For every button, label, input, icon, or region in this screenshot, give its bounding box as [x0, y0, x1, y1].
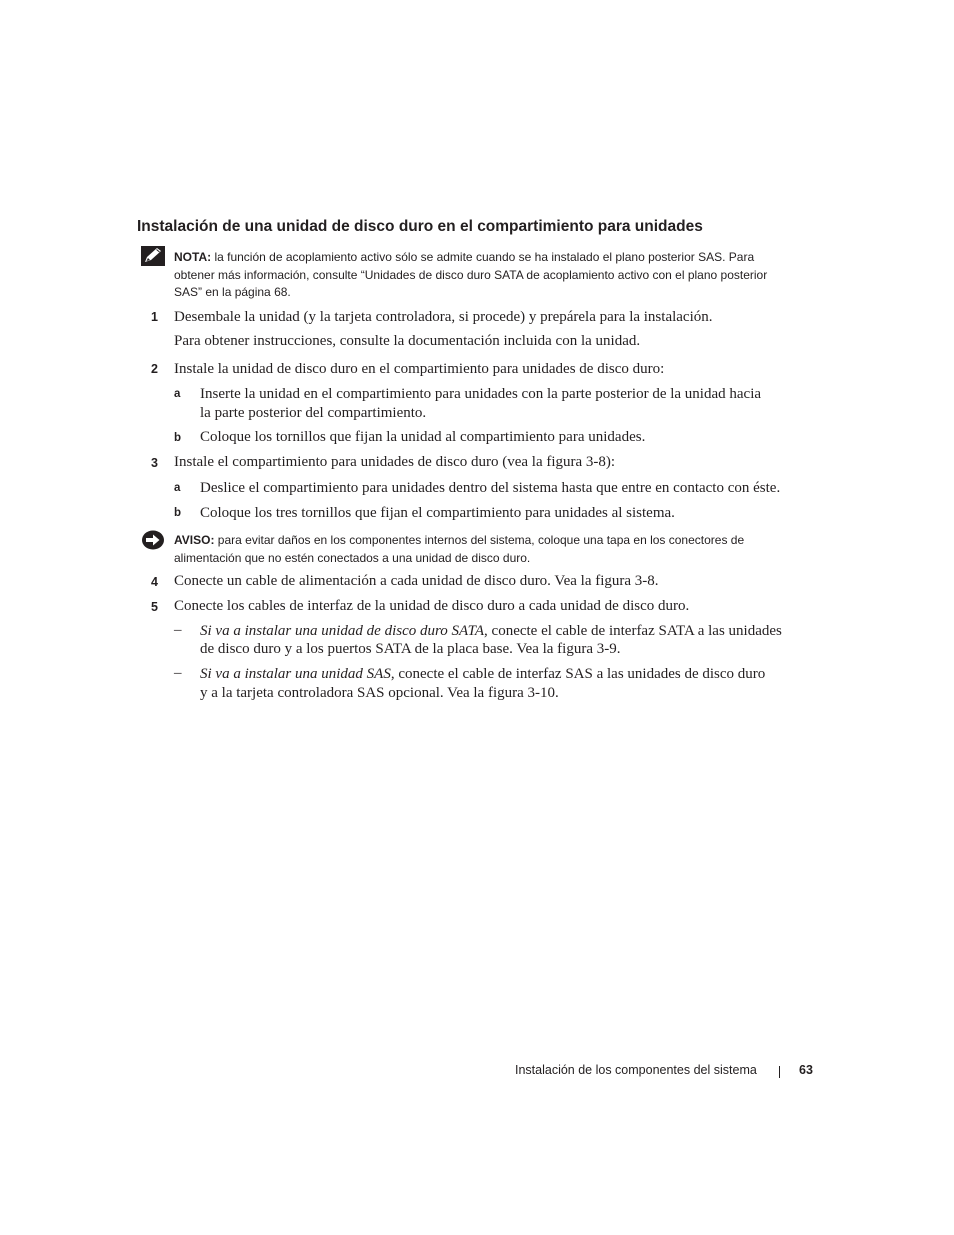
notice-text-1: para evitar daños en los componentes internos del sistema, coloque una tapa en los conectores de: [217, 533, 745, 547]
section-heading: Instalación de una unidad de disco duro en el compartimiento para unidades: [137, 218, 703, 235]
notice-block: [174, 532, 824, 567]
step-2a-letter: a: [174, 388, 181, 400]
step-2b-text: Coloque los tornillos que fijan la unidad al compartimiento para unidades.: [200, 429, 646, 445]
step-1-subtext: Para obtener instrucciones, consulte la documentación incluida con la unidad.: [174, 333, 641, 349]
arrow-notice-icon: [141, 530, 165, 550]
step-1-text: Desembale la unidad (y la tarjeta controladora, si procede) y prepárela para la instalación.: [174, 309, 713, 325]
step-5-number: 5: [151, 600, 158, 614]
step-5-bullet-2-rest: , conecte el cable de interfaz SAS a las unidades de disco duro: [390, 666, 766, 682]
step-5-bullet-2-line-1: [200, 665, 765, 684]
step-2b-letter: b: [174, 432, 182, 444]
step-2a-text-line-2: la parte posterior del compartimiento.: [200, 405, 427, 421]
note-line-1: [174, 249, 824, 267]
step-2-number: 2: [151, 362, 158, 376]
note-line-3: SAS” en la página 68.: [174, 285, 291, 299]
step-5-bullet-2-line-2: y a la tarjeta controladora SAS opcional. Vea la figura 3-10.: [200, 685, 559, 701]
step-5-bullet-1-line-2: de disco duro y a los puertos SATA de la placa base. Vea la figura 3-9.: [200, 641, 621, 657]
step-3a-text: Deslice el compartimiento para unidades dentro del sistema hasta que entre en contacto con éste.: [200, 480, 781, 496]
step-5-bullet-1-rest: , conecte el cable de interfaz SATA a las unidades: [484, 623, 782, 639]
note-line-2: obtener más información, consulte “Unidades de disco duro SATA de acoplamiento activo con el plano posterior: [174, 267, 768, 282]
step-4-text: Conecte un cable de alimentación a cada unidad de disco duro. Vea la figura 3-8.: [174, 573, 659, 589]
step-5-dash-2: –: [174, 665, 182, 681]
step-3b-letter: b: [174, 507, 182, 519]
step-5-bullet-2-italic: Si va a instalar una unidad SAS: [200, 666, 391, 682]
step-5-text: Conecte los cables de interfaz de la unidad de disco duro a cada unidad de disco duro.: [174, 598, 690, 614]
notice-line-2: alimentación que no estén conectados a una unidad de disco duro.: [174, 550, 531, 565]
step-5-dash-1: –: [174, 622, 182, 638]
pencil-note-icon: [141, 246, 165, 266]
note-text-1: la función de acoplamiento activo sólo se admite cuando se ha instalado el plano posterior SAS. Para: [214, 250, 755, 264]
footer-section-title: Instalación de los componentes del sistema: [515, 1063, 757, 1077]
notice-line-1: [174, 532, 824, 550]
step-3b-text: Coloque los tres tornillos que fijan el compartimiento para unidades al sistema.: [200, 505, 675, 521]
step-4-number: 4: [151, 575, 158, 589]
step-5-bullet-1-line-1: [200, 622, 782, 641]
step-1-number: 1: [151, 310, 158, 324]
footer-page-number: 63: [799, 1063, 813, 1077]
step-3-number: 3: [151, 456, 158, 470]
note-block: [174, 249, 824, 302]
step-3a-letter: a: [174, 482, 181, 494]
step-5-bullet-1-italic: Si va a instalar una unidad de disco duro SATA: [200, 623, 485, 639]
note-label: NOTA:: [174, 250, 212, 264]
footer-separator: [779, 1066, 780, 1078]
notice-label: AVISO:: [174, 533, 215, 547]
step-2-text: Instale la unidad de disco duro en el compartimiento para unidades de disco duro:: [174, 361, 665, 377]
step-3-text: Instale el compartimiento para unidades de disco duro (vea la figura 3-8):: [174, 454, 616, 470]
step-2a-text-line-1: Inserte la unidad en el compartimiento para unidades con la parte posterior de la unidad hacia: [200, 386, 762, 402]
